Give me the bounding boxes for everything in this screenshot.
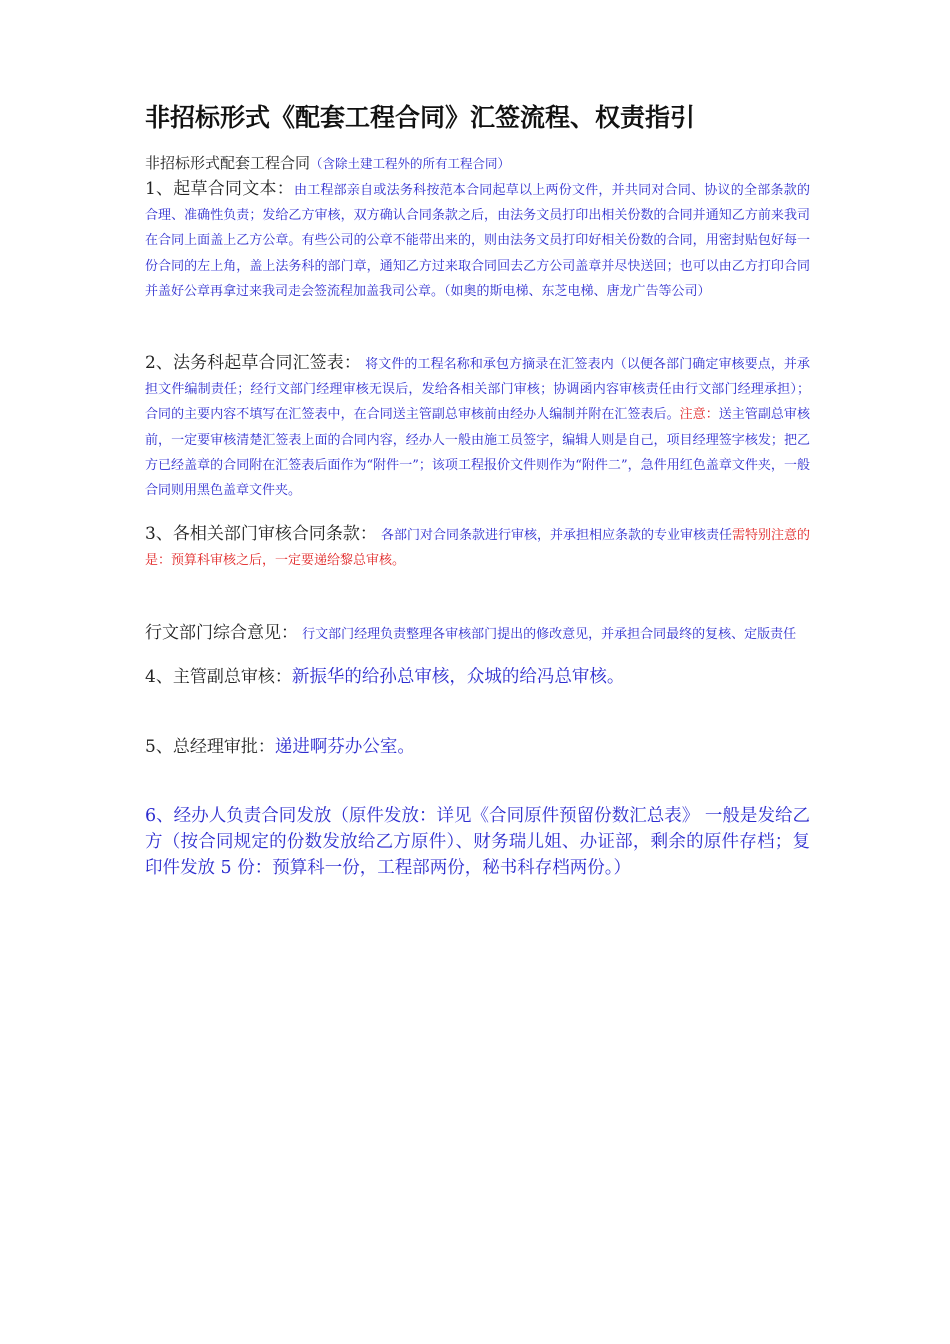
section-5 (145, 734, 810, 760)
document-subtitle (145, 152, 810, 175)
section-1-heading: 1、起草合同文本： (145, 179, 294, 199)
section-5-heading: 5、总经理审批： (145, 736, 275, 757)
section-3 (145, 522, 810, 573)
section-4-body: 新振华的给孙总审核，众城的给冯总审核。 (291, 666, 625, 687)
section-2-note-label: 注意： (679, 407, 719, 423)
section-admin (145, 621, 810, 647)
section-2-heading: 2、法务科起草合同汇签表： (145, 353, 361, 374)
document-content (145, 100, 810, 881)
document-title: 非招标形式《配套工程合同》汇签流程、权责指引 (145, 103, 696, 132)
subtitle-main: 非招标形式配套工程合同 (145, 154, 311, 172)
section-1 (145, 177, 810, 304)
section-2 (145, 351, 810, 503)
section-3-red-note: 需特别注意的是：预算科审核之后，一定要递给黎总审核。 (145, 528, 810, 569)
section-3-body: 各部门对合同条款进行审核，并承担相应条款的专业审核责任 (380, 528, 732, 544)
section-admin-heading: 行文部门综合意见： (145, 622, 298, 643)
subtitle-note: （含除土建工程外的所有工程合同） (310, 156, 511, 171)
section-admin-body: 行文部门经理负责整理各审核部门提出的修改意见，并承担合同最终的复核、定版责任 (302, 626, 797, 642)
section-2-note: 送主管副总审核前，一定要审核清楚汇签表上面的合同内容，经办人一般由施工员签字，编辑人则是自己，项目经理签字核发；把乙方已经盖章的合同附在汇签表后面作为“附件一”；该项工程报价文件则作为“附件二”，急件用红色盖章文件夹，一般合同则用黑色盖章文件夹。 (145, 407, 810, 499)
section-6-body: 6、经办人负责合同发放（原件发放：详见《合同原件预留份数汇总表》 一般是发给乙方（按合同规定的份数发放给乙方原件）、财务瑞儿姐、办证部，剩余的原件存档；复印件发放 5 份：预算科一份，工程部两份，秘书科存档两份。） (145, 805, 810, 878)
section-4 (145, 664, 810, 690)
section-3-heading: 3、各相关部门审核合同条款： (145, 524, 377, 545)
section-2-body: 将文件的工程名称和承包方摘录在汇签表内（以便各部门确定审核要点，并承担文件编制责任；经行文部门经理审核无误后，发给各相关部门审核；协调函内容审核责任由行文部门经理承担）；合同的主要内容不填写在汇签表中，在合同送主管副总审核前由经办人编制并附在汇签表后。 (145, 357, 810, 423)
section-1-body: 由工程部亲自或法务科按范本合同起草以上两份文件，并共同对合同、协议的全部条款的合理、准确性负责；发给乙方审核，双方确认合同条款之后，由法务文员打印出相关份数的合同并通知乙方前来我司在合同上面盖上乙方公章。有些公司的公章不能带出来的，则由法务文员打印好相关份数的合同，用密封贴包好每一份合同的左上角，盖上法务科的部门章，通知乙方过来取合同回去乙方公司盖章并尽快送回；也可以由乙方打印合同并盖好公章再拿过来我司走会签流程加盖我司公章。（如奥的斯电梯、东芝电梯、唐龙广告等公司） (145, 183, 810, 299)
section-4-heading: 4、主管副总审核： (145, 666, 292, 687)
section-6 (145, 803, 810, 881)
section-5-body: 递进啊芬办公室。 (274, 736, 415, 757)
